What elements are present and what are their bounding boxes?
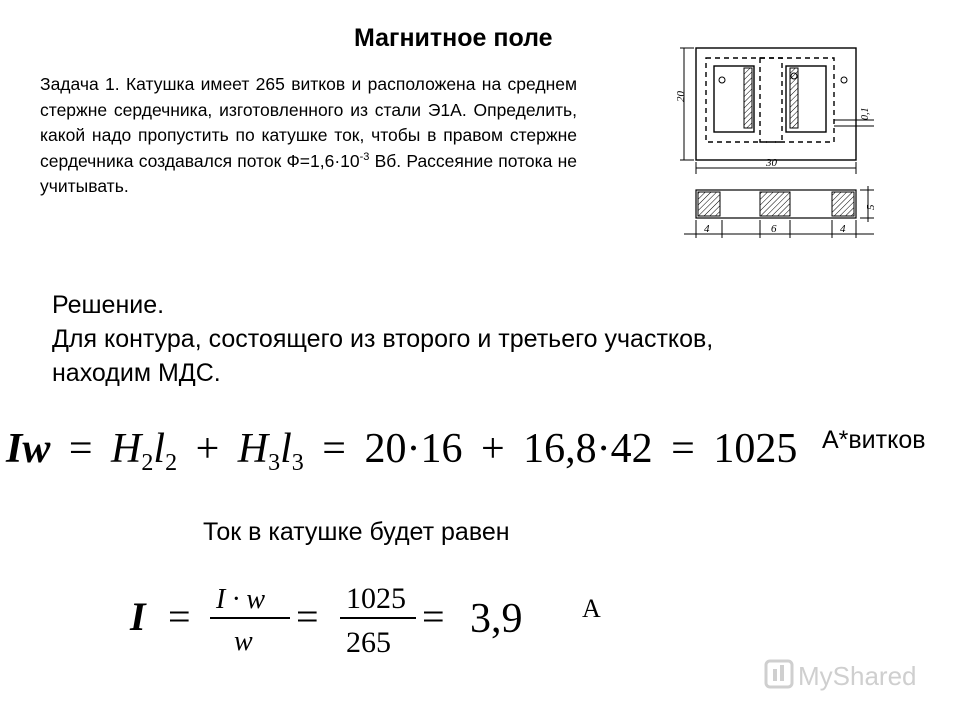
task-exponent: -3 [359, 150, 370, 163]
dim-gap-label: 0,1 [860, 107, 871, 120]
fraction-denominator-2: 265 [346, 626, 391, 659]
formula-i: I [130, 594, 146, 639]
solution-block [52, 288, 713, 390]
svg-text:=: = [422, 594, 445, 639]
dim-width-label: 30 [766, 157, 777, 169]
coil-left-section [744, 68, 752, 128]
fraction-numerator-2: 1025 [346, 582, 406, 615]
solution-line: находим МДС. [52, 359, 221, 387]
current-unit: А [582, 594, 601, 623]
fraction-numerator: I · w [216, 584, 265, 615]
watermark-logo-icon [766, 661, 792, 687]
solution-line: Для контура, состоящего из второго и третьего участков, [52, 325, 714, 353]
dim-middle-label: 6 [771, 223, 777, 235]
formula-result: 1025 [713, 426, 798, 472]
svg-text:=: = [168, 594, 191, 639]
task-statement [40, 72, 577, 200]
current-heading: Ток в катушке будет равен [203, 518, 510, 546]
watermark [764, 655, 934, 695]
task-text-tail: Вб. Рассеяние потока не учитывать. [40, 150, 578, 197]
dim-right-label: 4 [840, 223, 846, 235]
watermark-text: MyShared [798, 661, 917, 691]
dim-thickness-label: 5 [865, 204, 877, 210]
task-text: Задача 1. Катушка имеет 265 витков и расположена на среднем стержне сердечника, изготовленного из стали Э1А. Определить, какой надо пропустить по катушке ток, чтобы в правом стержне сердечника создавался поток Ф=1,6·10 [40, 74, 577, 171]
svg-text:=: = [296, 594, 319, 639]
mmf-unit: А*витков [822, 426, 926, 454]
fraction-denominator: w [234, 626, 253, 657]
dim-left-label: 4 [704, 223, 710, 235]
dim-height-label: 20 [675, 91, 687, 102]
formula-iw: Iw [6, 426, 51, 472]
mmf-formula [6, 418, 806, 478]
current-result: 3,9 [470, 596, 523, 642]
current-formula [130, 574, 560, 664]
page-title: Магнитное поле [354, 24, 553, 52]
svg-text:Iw = H2l2 + H3: Iw = H2l2 + H3l3 = 20·16 + 16,8·42 = 1025 [6, 426, 798, 476]
core-diagram [675, 38, 878, 248]
solution-heading: Решение. [52, 291, 165, 319]
